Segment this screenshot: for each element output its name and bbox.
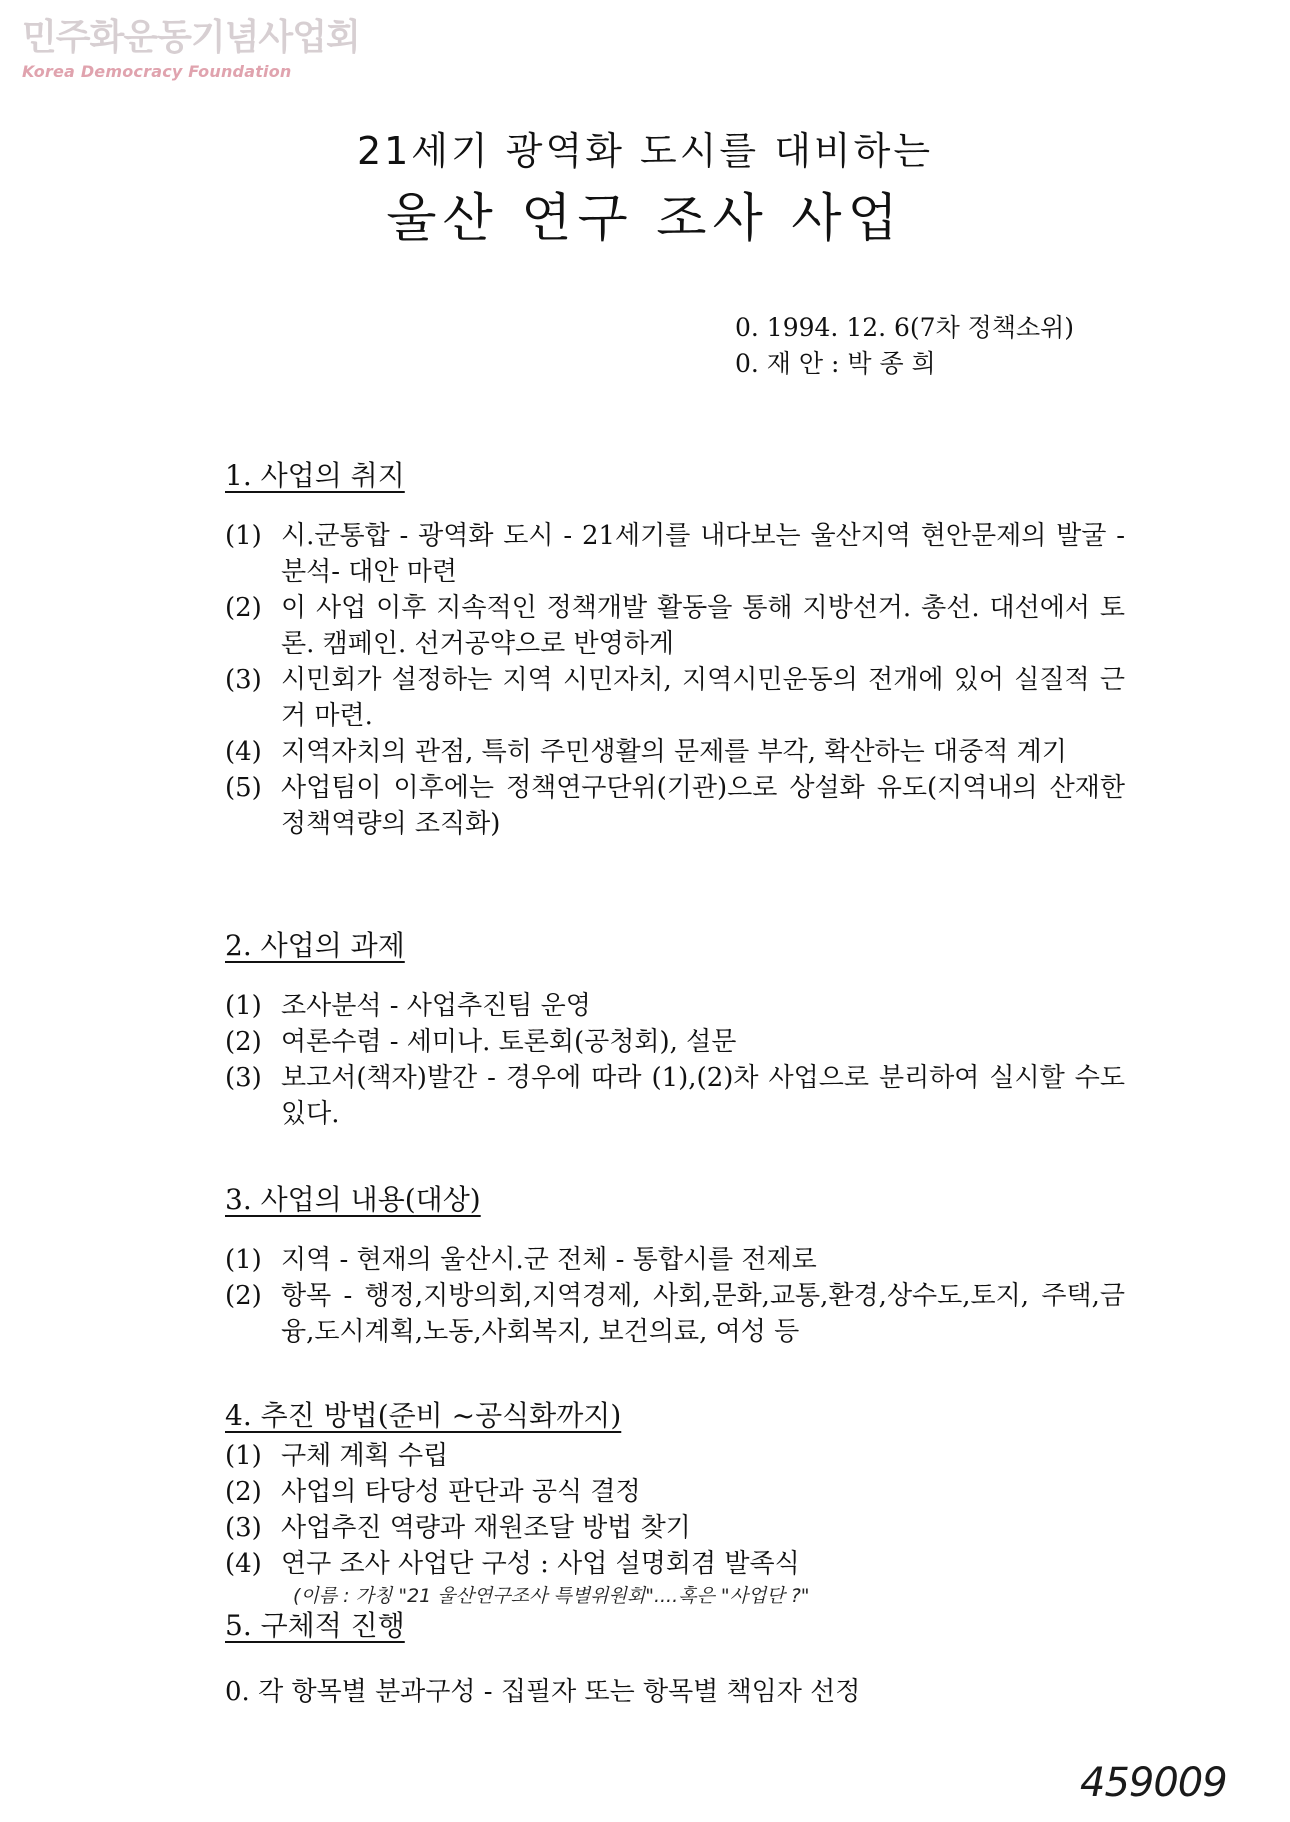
section-heading: 2. 사업의 과제 xyxy=(225,929,405,962)
document-subtitle: 21세기 광역화 도시를 대비하는 xyxy=(356,129,934,173)
list-item xyxy=(225,1546,1125,1582)
list-item xyxy=(225,1438,1125,1474)
list-item xyxy=(225,518,1125,590)
section-content xyxy=(225,1182,1125,1350)
item-number: (2) xyxy=(225,593,262,623)
list-item xyxy=(225,1242,1125,1278)
list-item xyxy=(225,590,1125,662)
item-number: (1) xyxy=(225,1245,262,1275)
section-heading: 3. 사업의 내용(대상) xyxy=(225,1183,481,1216)
item-text: 시.군통합 - 광역화 도시 - 21세기를 내다보는 울산지역 현안문제의 발굴 - 분석- 대안 마련 xyxy=(281,521,1125,587)
item-text: 항목 - 행정,지방의회,지역경제, 사회,문화,교통,환경,상수도,토지, 주택,금융,도시계획,노동,사회복지, 보건의료, 여성 등 xyxy=(281,1281,1125,1347)
item-text: 보고서(책자)발간 - 경우에 따라 (1),(2)차 사업으로 분리하여 실시할 수도 있다. xyxy=(281,1063,1125,1129)
item-text: 연구 조사 사업단 구성 : 사업 설명회겸 발족식 xyxy=(281,1549,800,1579)
date-line: 0. 1994. 12. 6(7차 정책소위) xyxy=(735,313,1075,342)
page-number: 459009 xyxy=(1080,1760,1227,1806)
section-heading: 1. 사업의 취지 xyxy=(225,459,405,492)
section-heading: 4. 추진 방법(준비 ~공식화까지) xyxy=(225,1399,622,1432)
item-number: (3) xyxy=(225,665,262,695)
section-heading: 5. 구체적 진행 xyxy=(225,1609,405,1642)
item-text: 조사분석 - 사업추진팀 운영 xyxy=(281,991,591,1021)
item-text: 시민회가 설정하는 지역 시민자치, 지역시민운동의 전개에 있어 실질적 근거 마련. xyxy=(281,665,1125,731)
list-item xyxy=(225,988,1125,1024)
item-text: 지역자치의 관점, 특히 주민생활의 문제를 부각, 확산하는 대중적 계기 xyxy=(281,737,1067,767)
meta-block xyxy=(735,310,1074,382)
section-items xyxy=(225,1438,1125,1582)
document-title: 울산 연구 조사 사업 xyxy=(386,189,904,249)
progress-line: 0. 각 항목별 분과구성 - 집필자 또는 항목별 책임자 선정 xyxy=(225,1677,861,1707)
item-text: 이 사업 이후 지속적인 정책개발 활동을 통해 지방선거. 총선. 대선에서 토론. 캠페인. 선거공약으로 반영하게 xyxy=(281,593,1125,659)
item-text: 여론수렴 - 세미나. 토론회(공청회), 설문 xyxy=(281,1027,737,1057)
watermark xyxy=(22,18,360,81)
item-text: 사업추진 역량과 재원조달 방법 찾기 xyxy=(281,1513,691,1543)
watermark-korean: 민주화운동기념사업회 xyxy=(22,17,360,58)
item-number: (2) xyxy=(225,1027,262,1057)
item-number: (5) xyxy=(225,773,262,803)
handwritten-note: (이름 : 가칭 "21 울산연구조사 특별위원회"....혹은 "사업단 ?" xyxy=(293,1585,810,1607)
section-tasks xyxy=(225,928,1125,1132)
list-item xyxy=(225,1024,1125,1060)
list-item xyxy=(225,770,1125,842)
list-item xyxy=(225,734,1125,770)
list-item xyxy=(225,1474,1125,1510)
item-number: (4) xyxy=(225,1549,262,1579)
item-number: (2) xyxy=(225,1477,262,1507)
section-items xyxy=(225,1242,1125,1350)
list-item xyxy=(225,662,1125,734)
item-number: (1) xyxy=(225,521,262,551)
item-text: 지역 - 현재의 울산시.군 전체 - 통합시를 전제로 xyxy=(281,1245,817,1275)
item-number: (4) xyxy=(225,737,262,767)
section-progress xyxy=(225,1608,1125,1710)
item-number: (3) xyxy=(225,1513,262,1543)
section-purpose xyxy=(225,458,1125,842)
item-number: (2) xyxy=(225,1281,262,1311)
item-number: (1) xyxy=(225,1441,262,1471)
item-number: (3) xyxy=(225,1063,262,1093)
section-items xyxy=(225,518,1125,842)
list-item xyxy=(225,1278,1125,1350)
proposer-line: 0. 재 안 : 박 종 희 xyxy=(735,349,936,378)
item-text: 사업팀이 이후에는 정책연구단위(기관)으로 상설화 유도(지역내의 산재한 정책역량의 조직화) xyxy=(281,773,1125,839)
item-text: 사업의 타당성 판단과 공식 결정 xyxy=(281,1477,641,1507)
item-number: (1) xyxy=(225,991,262,1021)
section-items xyxy=(225,988,1125,1132)
watermark-english: Korea Democracy Foundation xyxy=(22,61,292,81)
item-text: 구체 계획 수립 xyxy=(281,1441,449,1471)
list-item xyxy=(225,1060,1125,1132)
section-method xyxy=(225,1398,1125,1610)
list-item xyxy=(225,1510,1125,1546)
